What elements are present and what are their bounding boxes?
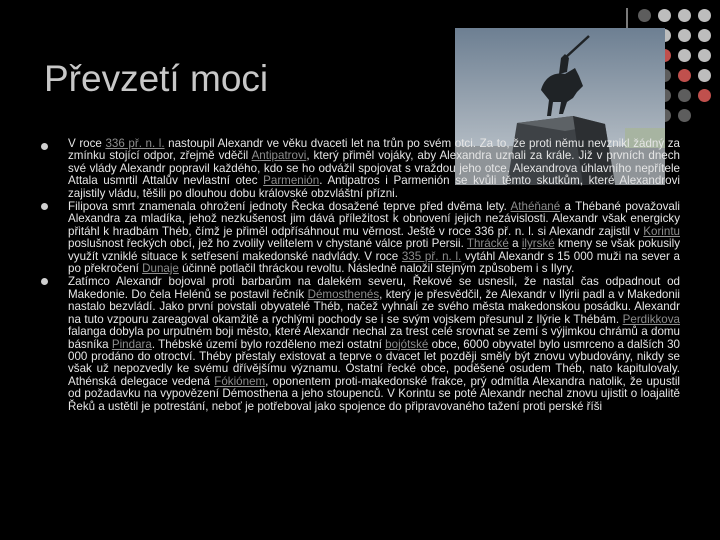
- inline-link[interactable]: Perdikkova: [622, 312, 680, 326]
- text-segment: kmeny se však pokusily využít vzniklé situace k setřesení makedonské nadvlády. V roce: [68, 237, 680, 263]
- inline-link[interactable]: Fókiónem: [214, 374, 266, 388]
- text-segment: , oponentem proti-makedonské frakce, prý odmítla Alexandra natolik, že upustil od požadavku na vypovězení Démosthena a jeho stoupenců. V Korintu se poté Alexandr nechal znovu ujistit o loajalitě Řeků a ustětil je potrestání, neboť je potřeboval jako spojence do připravovaného tažení proti perské říši: [68, 374, 680, 413]
- inline-link[interactable]: Antipatrovi: [251, 149, 307, 163]
- text-segment: vytáhl Alexandr s 15 000 muži na sever a po překročení: [68, 249, 680, 276]
- decorative-dot: [678, 89, 691, 102]
- inline-link[interactable]: 335 př. n. l.: [401, 249, 462, 263]
- paragraph-3: [68, 276, 680, 412]
- decorative-dot: [678, 9, 691, 22]
- inline-link[interactable]: bojótské: [385, 337, 429, 351]
- decorative-dot: [678, 109, 691, 122]
- inline-link[interactable]: Démosthenés: [307, 287, 380, 301]
- paragraph-text: [68, 275, 680, 412]
- paragraph-1: [68, 138, 680, 200]
- decorative-dot: [678, 69, 691, 82]
- decorative-dot: [658, 9, 671, 22]
- text-segment: účinně potlačil thráckou revoltu. Následně naložil stejným způsobem i s Ilyry.: [178, 262, 575, 276]
- inline-link[interactable]: Athéňané: [510, 200, 561, 214]
- text-segment: Filipova smrt znamenala ohrožení jednoty Řecka dosažené teprve před dvěma lety.: [68, 200, 511, 214]
- bullet-icon: [41, 203, 48, 210]
- text-segment: . Thébské území bylo rozděleno mezi ostatní: [151, 337, 386, 351]
- text-segment: , který je přesvědčil, že Alexandr v Ilýrii padl a v Makedonii nastalo bezvládí. Jako první povstali obyvatelé Théb, načež vyhnali ze svého města makedonskou posádku. Alexandr na tuto vzpouru zareagoval okamžitě a rychlými pochody se i se svým vojskem přesunul z Ilýrie k Thébám.: [68, 287, 680, 326]
- bullet-icon: [41, 278, 48, 285]
- text-segment: poslušnost řeckých obcí, jež ho zvolily velitelem v chystané válce proti Persii.: [68, 237, 467, 251]
- paragraph-text: [68, 137, 680, 200]
- inline-link[interactable]: Korintu: [643, 224, 680, 238]
- inline-link[interactable]: Thrácké: [466, 237, 509, 251]
- text-segment: obce, 6000 obyvatel bylo usmrceno a dalších 30 000 prodáno do otroctví. Théby přestaly existovat a teprve o dvacet let později směly být znovu vybudovány, nikdy se však už nepozvedly ke svému dřívějšímu významu. Ostatní řecké obce, poděšené osudem Théb, nato kapitulovaly. Athénská delegace vedená: [68, 337, 681, 388]
- decorative-dot: [698, 9, 711, 22]
- decorative-dot: [638, 9, 651, 22]
- bullet-icon: [41, 143, 48, 150]
- decorative-dot: [698, 89, 711, 102]
- text-segment: a: [508, 237, 522, 251]
- text-segment: Zatímco Alexandr bojoval proti barbarům na dalekém severu, Řekové se usnesli, že nastal čas odpadnout od Makedonie. Do čela Helénů se postavil řečník: [68, 275, 680, 301]
- text-segment: a Thébané považovali Alexandra za mladíka, jehož nezkušenost jim dává příležitost k obnovení jejich nezávislosti. Alexandr však energicky přitáhl k hradbám Théb, čímž je přiměl odpřísáhnout mu věrnost. Ještě v roce 336 př. n. l. si Alexandr zajistil v: [68, 200, 681, 238]
- inline-link[interactable]: 336 př. n. l.: [105, 137, 165, 150]
- inline-link[interactable]: Dunaje: [142, 262, 179, 276]
- decorative-dot: [678, 49, 691, 62]
- decorative-dot: [698, 49, 711, 62]
- decorative-dot: [698, 69, 711, 82]
- inline-link[interactable]: Pindara: [111, 337, 152, 351]
- paragraph-list: [68, 138, 680, 414]
- text-segment: nastoupil Alexandr ve věku dvaceti let na trůn po svém otci. Za to, že proti němu nevznikl žádný za zmínku stojící odpor, zřejmě vděčil: [68, 137, 680, 163]
- slide-title: Převzetí moci: [44, 58, 269, 99]
- text-segment: , který přiměl vojáky, aby Alexandra uznali za krále. Již v prvních dnech své vlády Alexandr popravil každého, kdo se ho odvážil spojovat s vraždou jeho otce. Alexandrova úhlavního nepřítele Attala usmrtil Attalův nevlastní otec: [68, 149, 680, 188]
- decorative-dot: [698, 29, 711, 42]
- decorative-dot: [678, 29, 691, 42]
- paragraph-2: [68, 201, 680, 275]
- text-segment: V roce: [68, 137, 106, 150]
- inline-link[interactable]: Parmenión: [263, 174, 320, 188]
- text-segment: . Antipatros i Parmenión se kvůli těmto skutkům, které Alexandrovi zajistily vládu, těšili po dlouhou dobu královské obzvláštní přízni.: [68, 174, 680, 200]
- paragraph-text: [68, 200, 680, 275]
- text-segment: falanga dobyla po urputném boji město, které Alexandr nechal za trest celé srovnat se zemí s výjimkou chrámů a domu básníka: [68, 325, 680, 351]
- inline-link[interactable]: ilyrské: [521, 237, 555, 251]
